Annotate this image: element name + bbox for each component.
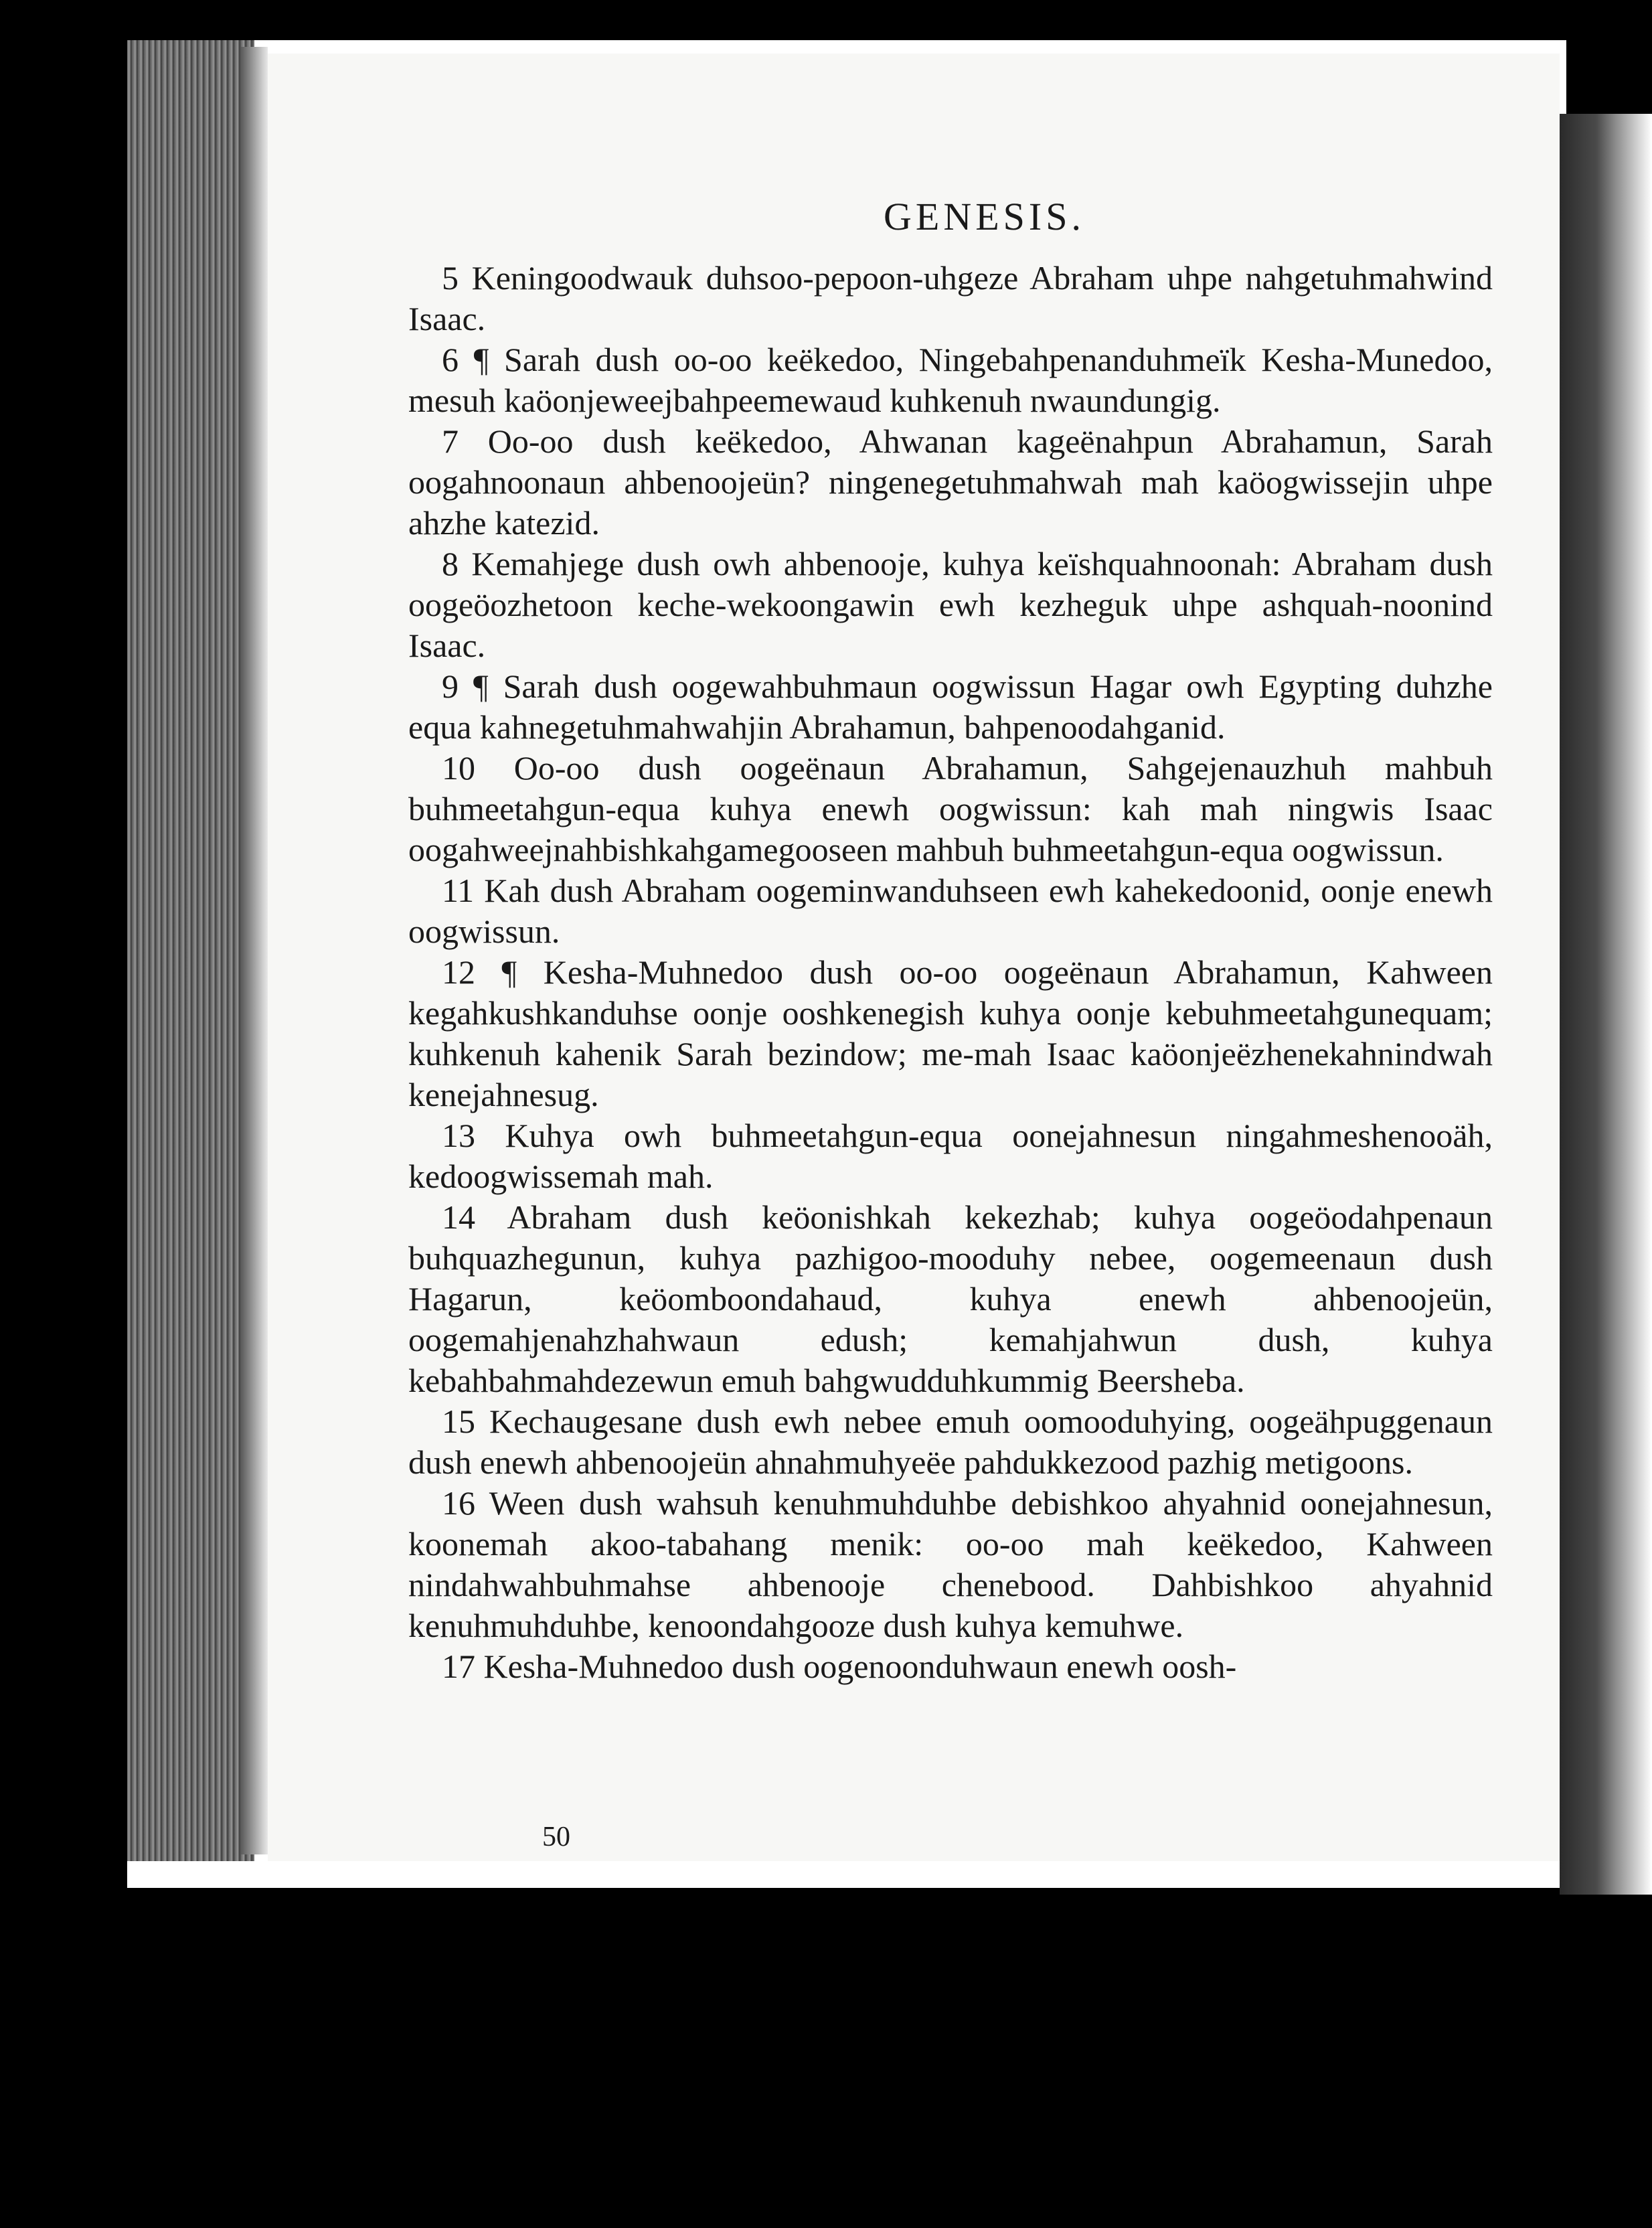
gutter-shadow bbox=[241, 47, 268, 1854]
verse-12: 12 ¶ Kesha-Muhnedoo dush oo-oo oogeënaun Abrahamun, Kahween kegahkushkanduhse oonje ooshkenegish kuhya oonje kebuhmeetahgunequam; kuhkenuh kahenik Sarah bezindow; me-mah Isaac kaöonjeëzhenekahnindwah kenejahnesug. bbox=[408, 953, 1493, 1113]
film-margin-top bbox=[0, 0, 1652, 40]
verse-7: 7 Oo-oo dush keëkedoo, Ahwanan kageënahpun Abrahamun, Sarah oogahnoonaun ahbenoojeün? ningenegetuhmahwah mah kaöogwissejin uhpe ahzhe katezid. bbox=[408, 422, 1493, 542]
verse-9: 9 ¶ Sarah dush oogewahbuhmaun oogwissun Hagar owh Egypting duhzhe equa kahnegetuhmahwahjin Abrahamun, bahpenoodahganid. bbox=[408, 667, 1493, 746]
verse-6: 6 ¶ Sarah dush oo-oo keëkedoo, Ningebahpenanduhmeïk Kesha-Munedoo, mesuh kaöonjeweejbahpeemewaud kuhkenuh nwaundungig. bbox=[408, 341, 1493, 419]
verse-15: 15 Kechaugesane dush ewh nebee emuh oomooduhying, oogeähpuggenaun dush enewh ahbenoojeün ahnahmuhyeëe pahdukkezood pazhig metigoons. bbox=[408, 1403, 1493, 1481]
book-page-stack bbox=[127, 40, 254, 1861]
facing-page-edge bbox=[1560, 114, 1652, 1895]
verse-5: 5 Keningoodwauk duhsoo-pepoon-uhgeze Abraham uhpe nahgetuhmahwind Isaac. bbox=[408, 259, 1493, 337]
verse-10: 10 Oo-oo dush oogeënaun Abrahamun, Sahgejenauzhuh mahbuh buhmeetahgun-equa kuhya enewh oogwissun: kah mah ningwis Isaac oogahweejnahbishkahgamegooseen mahbuh buhmeetahgun-equa oogwissun. bbox=[408, 749, 1493, 868]
verse-14: 14 Abraham dush keöonishkah kekezhab; kuhya oogeöodahpenaun buhquazhegunun, kuhya pazhigoo-mooduhy nebee, oogemeenaun dush Hagarun, keöomboondahaud, kuhya enewh ahbenoojeün, oogemahjenahzhahwaun edush; kemahjahwun dush, kuhya kebahbahmahdezewun emuh bahgwudduhkummig Beersheba. bbox=[408, 1198, 1493, 1399]
page-number: 50 bbox=[542, 1822, 570, 1852]
film-margin-bottom bbox=[0, 1888, 1652, 2228]
running-head: GENESIS. bbox=[884, 195, 1085, 238]
verse-11: 11 Kah dush Abraham oogeminwanduhseen ewh kahekedoonid, oonje enewh oogwissun. bbox=[408, 872, 1493, 950]
verse-17: 17 Kesha-Muhnedoo dush oogenoonduhwaun enewh oosh- bbox=[442, 1648, 1237, 1685]
verse-text-block bbox=[408, 258, 1493, 1687]
verse-8: 8 Kemahjege dush owh ahbenooje, kuhya keïshquahnoonah: Abraham dush oogeöozhetoon keche-wekoongawin ewh kezheguk uhpe ashquah-noonind Isaac. bbox=[408, 545, 1493, 664]
verse-16: 16 Ween dush wahsuh kenuhmuhduhbe debishkoo ahyahnid oonejahnesun, koonemah akoo-tabahang menik: oo-oo mah keëkedoo, Kahween nindahwahbuhmahse ahbenooje chenebood. Dahbishkoo ahyahnid kenuhmuhduhbe, kenoondahgooze dush kuhya kemuhwe. bbox=[408, 1484, 1493, 1644]
verse-13: 13 Kuhya owh buhmeetahgun-equa oonejahnesun ningahmeshenooäh, kedoogwissemah mah. bbox=[408, 1117, 1493, 1195]
